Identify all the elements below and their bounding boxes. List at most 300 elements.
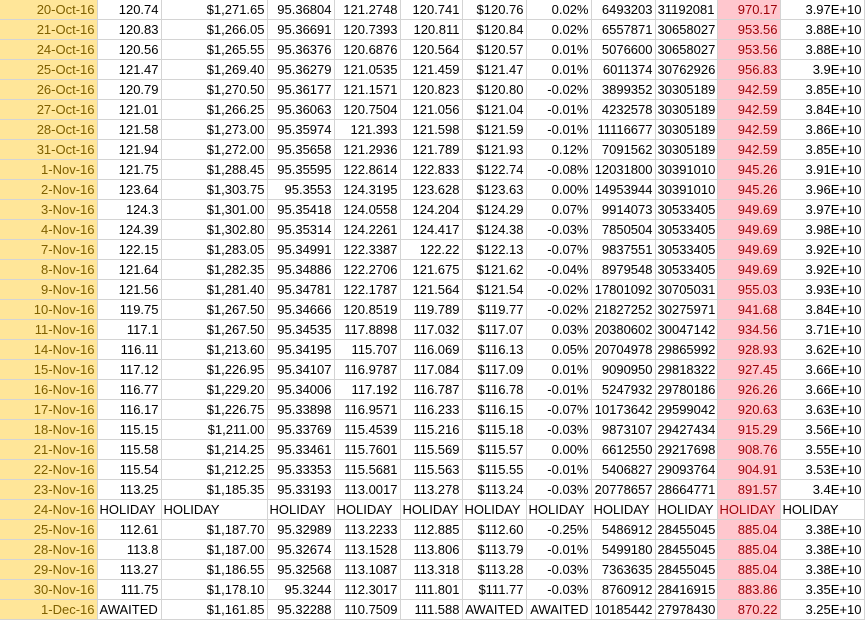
col-e-cell[interactable]: 115.4539 bbox=[334, 420, 400, 440]
col-c-cell[interactable]: $1,283.05 bbox=[161, 240, 267, 260]
col-h-cell[interactable]: 0.00% bbox=[526, 440, 591, 460]
col-b-cell[interactable]: 120.79 bbox=[97, 80, 161, 100]
col-c-cell[interactable]: $1,269.40 bbox=[161, 60, 267, 80]
col-c-cell[interactable]: HOLIDAY bbox=[161, 500, 267, 520]
col-g-cell[interactable]: $121.93 bbox=[462, 140, 526, 160]
col-f-cell[interactable]: 121.459 bbox=[400, 60, 462, 80]
col-k-cell[interactable]: 942.59 bbox=[717, 140, 780, 160]
col-f-cell[interactable]: 121.789 bbox=[400, 140, 462, 160]
col-k-cell[interactable]: 942.59 bbox=[717, 100, 780, 120]
col-b-cell[interactable]: 120.83 bbox=[97, 20, 161, 40]
col-f-cell[interactable]: HOLIDAY bbox=[400, 500, 462, 520]
col-i-cell[interactable]: 21827252 bbox=[591, 300, 655, 320]
col-b-cell[interactable]: 116.77 bbox=[97, 380, 161, 400]
col-c-cell[interactable]: $1,213.60 bbox=[161, 340, 267, 360]
col-i-cell[interactable]: 7363635 bbox=[591, 560, 655, 580]
col-k-cell[interactable]: 955.03 bbox=[717, 280, 780, 300]
col-j-cell[interactable]: 30047142 bbox=[655, 320, 717, 340]
col-j-cell[interactable]: 28416915 bbox=[655, 580, 717, 600]
col-d-cell[interactable]: HOLIDAY bbox=[267, 500, 334, 520]
col-i-cell[interactable]: 6493203 bbox=[591, 0, 655, 20]
col-h-cell[interactable]: 0.03% bbox=[526, 320, 591, 340]
col-l-cell[interactable]: HOLIDAY bbox=[780, 500, 864, 520]
col-d-cell[interactable]: 95.32288 bbox=[267, 600, 334, 620]
col-f-cell[interactable]: 112.885 bbox=[400, 520, 462, 540]
col-h-cell[interactable]: -0.03% bbox=[526, 580, 591, 600]
col-h-cell[interactable]: -0.02% bbox=[526, 80, 591, 100]
col-c-cell[interactable]: $1,211.00 bbox=[161, 420, 267, 440]
col-l-cell[interactable]: 3.85E+10 bbox=[780, 80, 864, 100]
col-d-cell[interactable]: 95.33353 bbox=[267, 460, 334, 480]
col-e-cell[interactable]: 124.3195 bbox=[334, 180, 400, 200]
col-l-cell[interactable]: 3.88E+10 bbox=[780, 40, 864, 60]
col-d-cell[interactable]: 95.34666 bbox=[267, 300, 334, 320]
col-k-cell[interactable]: 870.22 bbox=[717, 600, 780, 620]
date-cell[interactable]: 28-Oct-16 bbox=[0, 120, 97, 140]
col-e-cell[interactable]: 120.8519 bbox=[334, 300, 400, 320]
col-f-cell[interactable]: 120.823 bbox=[400, 80, 462, 100]
col-b-cell[interactable]: 121.56 bbox=[97, 280, 161, 300]
col-f-cell[interactable]: 111.588 bbox=[400, 600, 462, 620]
col-d-cell[interactable]: 95.33193 bbox=[267, 480, 334, 500]
col-h-cell[interactable]: HOLIDAY bbox=[526, 500, 591, 520]
col-j-cell[interactable]: 31192081 bbox=[655, 0, 717, 20]
date-cell[interactable]: 23-Nov-16 bbox=[0, 480, 97, 500]
col-d-cell[interactable]: 95.33769 bbox=[267, 420, 334, 440]
date-cell[interactable]: 24-Oct-16 bbox=[0, 40, 97, 60]
col-e-cell[interactable]: 120.7504 bbox=[334, 100, 400, 120]
date-cell[interactable]: 26-Oct-16 bbox=[0, 80, 97, 100]
col-l-cell[interactable]: 3.56E+10 bbox=[780, 420, 864, 440]
col-k-cell[interactable]: 956.83 bbox=[717, 60, 780, 80]
col-h-cell[interactable]: -0.01% bbox=[526, 460, 591, 480]
col-g-cell[interactable]: $117.07 bbox=[462, 320, 526, 340]
col-i-cell[interactable]: 6612550 bbox=[591, 440, 655, 460]
date-cell[interactable]: 18-Nov-16 bbox=[0, 420, 97, 440]
col-d-cell[interactable]: 95.34195 bbox=[267, 340, 334, 360]
col-d-cell[interactable]: 95.36691 bbox=[267, 20, 334, 40]
col-e-cell[interactable]: HOLIDAY bbox=[334, 500, 400, 520]
col-d-cell[interactable]: 95.36804 bbox=[267, 0, 334, 20]
col-k-cell[interactable]: 945.26 bbox=[717, 180, 780, 200]
col-b-cell[interactable]: 122.15 bbox=[97, 240, 161, 260]
col-k-cell[interactable]: 926.26 bbox=[717, 380, 780, 400]
col-c-cell[interactable]: $1,267.50 bbox=[161, 320, 267, 340]
col-h-cell[interactable]: 0.02% bbox=[526, 20, 591, 40]
date-cell[interactable]: 2-Nov-16 bbox=[0, 180, 97, 200]
col-g-cell[interactable]: $121.62 bbox=[462, 260, 526, 280]
col-d-cell[interactable]: 95.3553 bbox=[267, 180, 334, 200]
col-e-cell[interactable]: 121.0535 bbox=[334, 60, 400, 80]
col-d-cell[interactable]: 95.35974 bbox=[267, 120, 334, 140]
col-b-cell[interactable]: 123.64 bbox=[97, 180, 161, 200]
col-f-cell[interactable]: 121.675 bbox=[400, 260, 462, 280]
col-k-cell[interactable]: 904.91 bbox=[717, 460, 780, 480]
col-j-cell[interactable]: 28455045 bbox=[655, 540, 717, 560]
col-i-cell[interactable]: 9837551 bbox=[591, 240, 655, 260]
col-f-cell[interactable]: 113.278 bbox=[400, 480, 462, 500]
col-e-cell[interactable]: 121.2748 bbox=[334, 0, 400, 20]
col-g-cell[interactable]: $113.28 bbox=[462, 560, 526, 580]
col-d-cell[interactable]: 95.34886 bbox=[267, 260, 334, 280]
col-f-cell[interactable]: 122.22 bbox=[400, 240, 462, 260]
col-h-cell[interactable]: -0.08% bbox=[526, 160, 591, 180]
col-c-cell[interactable]: $1,226.75 bbox=[161, 400, 267, 420]
col-j-cell[interactable]: 30305189 bbox=[655, 80, 717, 100]
col-l-cell[interactable]: 3.38E+10 bbox=[780, 540, 864, 560]
col-l-cell[interactable]: 3.85E+10 bbox=[780, 140, 864, 160]
col-l-cell[interactable]: 3.92E+10 bbox=[780, 240, 864, 260]
col-k-cell[interactable]: 891.57 bbox=[717, 480, 780, 500]
col-k-cell[interactable]: 885.04 bbox=[717, 520, 780, 540]
col-f-cell[interactable]: 113.318 bbox=[400, 560, 462, 580]
col-j-cell[interactable]: 30533405 bbox=[655, 200, 717, 220]
col-c-cell[interactable]: $1,267.50 bbox=[161, 300, 267, 320]
col-g-cell[interactable]: $113.24 bbox=[462, 480, 526, 500]
col-c-cell[interactable]: $1,288.45 bbox=[161, 160, 267, 180]
col-g-cell[interactable]: $117.09 bbox=[462, 360, 526, 380]
col-b-cell[interactable]: 120.74 bbox=[97, 0, 161, 20]
col-c-cell[interactable]: $1,270.50 bbox=[161, 80, 267, 100]
col-g-cell[interactable]: $121.04 bbox=[462, 100, 526, 120]
col-f-cell[interactable]: 111.801 bbox=[400, 580, 462, 600]
col-k-cell[interactable]: 953.56 bbox=[717, 40, 780, 60]
col-c-cell[interactable]: $1,266.25 bbox=[161, 100, 267, 120]
col-k-cell[interactable]: 949.69 bbox=[717, 260, 780, 280]
col-i-cell[interactable]: 11116677 bbox=[591, 120, 655, 140]
col-i-cell[interactable]: 17801092 bbox=[591, 280, 655, 300]
col-g-cell[interactable]: $112.60 bbox=[462, 520, 526, 540]
col-g-cell[interactable]: $121.54 bbox=[462, 280, 526, 300]
col-l-cell[interactable]: 3.96E+10 bbox=[780, 180, 864, 200]
col-h-cell[interactable]: -0.03% bbox=[526, 560, 591, 580]
col-d-cell[interactable]: 95.35418 bbox=[267, 200, 334, 220]
col-e-cell[interactable]: 121.2936 bbox=[334, 140, 400, 160]
col-e-cell[interactable]: 112.3017 bbox=[334, 580, 400, 600]
col-i-cell[interactable]: 9090950 bbox=[591, 360, 655, 380]
date-cell[interactable]: 22-Nov-16 bbox=[0, 460, 97, 480]
col-i-cell[interactable]: 5486912 bbox=[591, 520, 655, 540]
col-i-cell[interactable]: 5247932 bbox=[591, 380, 655, 400]
col-e-cell[interactable]: 120.7393 bbox=[334, 20, 400, 40]
col-j-cell[interactable]: 30762926 bbox=[655, 60, 717, 80]
col-k-cell[interactable]: 883.86 bbox=[717, 580, 780, 600]
col-c-cell[interactable]: $1,271.65 bbox=[161, 0, 267, 20]
col-e-cell[interactable]: 117.192 bbox=[334, 380, 400, 400]
col-g-cell[interactable]: $111.77 bbox=[462, 580, 526, 600]
col-e-cell[interactable]: 124.0558 bbox=[334, 200, 400, 220]
col-g-cell[interactable]: $120.57 bbox=[462, 40, 526, 60]
col-j-cell[interactable]: 29780186 bbox=[655, 380, 717, 400]
col-f-cell[interactable]: 117.084 bbox=[400, 360, 462, 380]
col-b-cell[interactable]: 113.8 bbox=[97, 540, 161, 560]
col-j-cell[interactable]: 30305189 bbox=[655, 120, 717, 140]
date-cell[interactable]: 31-Oct-16 bbox=[0, 140, 97, 160]
col-g-cell[interactable]: $123.63 bbox=[462, 180, 526, 200]
col-g-cell[interactable]: $121.47 bbox=[462, 60, 526, 80]
col-j-cell[interactable]: 27978430 bbox=[655, 600, 717, 620]
col-i-cell[interactable]: 6557871 bbox=[591, 20, 655, 40]
col-e-cell[interactable]: 115.707 bbox=[334, 340, 400, 360]
col-k-cell[interactable]: 934.56 bbox=[717, 320, 780, 340]
col-g-cell[interactable]: $120.76 bbox=[462, 0, 526, 20]
col-f-cell[interactable]: 116.787 bbox=[400, 380, 462, 400]
col-f-cell[interactable]: 123.628 bbox=[400, 180, 462, 200]
col-j-cell[interactable]: 29818322 bbox=[655, 360, 717, 380]
col-d-cell[interactable]: 95.35314 bbox=[267, 220, 334, 240]
col-d-cell[interactable]: 95.36063 bbox=[267, 100, 334, 120]
col-k-cell[interactable]: 949.69 bbox=[717, 240, 780, 260]
col-h-cell[interactable]: -0.03% bbox=[526, 220, 591, 240]
col-j-cell[interactable]: 29093764 bbox=[655, 460, 717, 480]
col-b-cell[interactable]: HOLIDAY bbox=[97, 500, 161, 520]
col-g-cell[interactable]: $121.59 bbox=[462, 120, 526, 140]
col-i-cell[interactable]: HOLIDAY bbox=[591, 500, 655, 520]
col-j-cell[interactable]: 29865992 bbox=[655, 340, 717, 360]
col-l-cell[interactable]: 3.92E+10 bbox=[780, 260, 864, 280]
col-j-cell[interactable]: 29427434 bbox=[655, 420, 717, 440]
col-g-cell[interactable]: $124.29 bbox=[462, 200, 526, 220]
col-h-cell[interactable]: 0.01% bbox=[526, 60, 591, 80]
col-f-cell[interactable]: 115.216 bbox=[400, 420, 462, 440]
date-cell[interactable]: 21-Nov-16 bbox=[0, 440, 97, 460]
col-c-cell[interactable]: $1,281.40 bbox=[161, 280, 267, 300]
col-b-cell[interactable]: 121.58 bbox=[97, 120, 161, 140]
col-b-cell[interactable]: 116.17 bbox=[97, 400, 161, 420]
date-cell[interactable]: 7-Nov-16 bbox=[0, 240, 97, 260]
col-c-cell[interactable]: $1,302.80 bbox=[161, 220, 267, 240]
col-i-cell[interactable]: 20778657 bbox=[591, 480, 655, 500]
date-cell[interactable]: 8-Nov-16 bbox=[0, 260, 97, 280]
col-h-cell[interactable]: -0.07% bbox=[526, 240, 591, 260]
col-h-cell[interactable]: -0.01% bbox=[526, 120, 591, 140]
col-d-cell[interactable]: 95.34535 bbox=[267, 320, 334, 340]
col-e-cell[interactable]: 124.2261 bbox=[334, 220, 400, 240]
col-e-cell[interactable]: 113.1528 bbox=[334, 540, 400, 560]
col-h-cell[interactable]: 0.01% bbox=[526, 360, 591, 380]
col-k-cell[interactable]: HOLIDAY bbox=[717, 500, 780, 520]
col-f-cell[interactable]: 124.204 bbox=[400, 200, 462, 220]
date-cell[interactable]: 28-Nov-16 bbox=[0, 540, 97, 560]
col-i-cell[interactable]: 4232578 bbox=[591, 100, 655, 120]
date-cell[interactable]: 3-Nov-16 bbox=[0, 200, 97, 220]
date-cell[interactable]: 30-Nov-16 bbox=[0, 580, 97, 600]
col-c-cell[interactable]: $1,266.05 bbox=[161, 20, 267, 40]
col-b-cell[interactable]: 111.75 bbox=[97, 580, 161, 600]
col-c-cell[interactable]: $1,212.25 bbox=[161, 460, 267, 480]
col-h-cell[interactable]: 0.07% bbox=[526, 200, 591, 220]
col-b-cell[interactable]: 121.94 bbox=[97, 140, 161, 160]
col-l-cell[interactable]: 3.84E+10 bbox=[780, 100, 864, 120]
col-k-cell[interactable]: 920.63 bbox=[717, 400, 780, 420]
col-i-cell[interactable]: 5076600 bbox=[591, 40, 655, 60]
col-b-cell[interactable]: 117.12 bbox=[97, 360, 161, 380]
col-g-cell[interactable]: $113.79 bbox=[462, 540, 526, 560]
col-i-cell[interactable]: 9873107 bbox=[591, 420, 655, 440]
col-g-cell[interactable]: $116.13 bbox=[462, 340, 526, 360]
col-h-cell[interactable]: -0.07% bbox=[526, 400, 591, 420]
col-g-cell[interactable]: $115.55 bbox=[462, 460, 526, 480]
col-j-cell[interactable]: 30533405 bbox=[655, 220, 717, 240]
col-c-cell[interactable]: $1,185.35 bbox=[161, 480, 267, 500]
col-e-cell[interactable]: 121.393 bbox=[334, 120, 400, 140]
col-j-cell[interactable]: 28664771 bbox=[655, 480, 717, 500]
col-k-cell[interactable]: 941.68 bbox=[717, 300, 780, 320]
col-k-cell[interactable]: 927.45 bbox=[717, 360, 780, 380]
col-h-cell[interactable]: 0.01% bbox=[526, 40, 591, 60]
col-j-cell[interactable]: 29599042 bbox=[655, 400, 717, 420]
col-f-cell[interactable]: 113.806 bbox=[400, 540, 462, 560]
col-d-cell[interactable]: 95.32989 bbox=[267, 520, 334, 540]
col-l-cell[interactable]: 3.97E+10 bbox=[780, 200, 864, 220]
col-f-cell[interactable]: 124.417 bbox=[400, 220, 462, 240]
col-h-cell[interactable]: 0.00% bbox=[526, 180, 591, 200]
date-cell[interactable]: 11-Nov-16 bbox=[0, 320, 97, 340]
col-e-cell[interactable]: 113.2233 bbox=[334, 520, 400, 540]
col-j-cell[interactable]: 30305189 bbox=[655, 100, 717, 120]
col-c-cell[interactable]: $1,301.00 bbox=[161, 200, 267, 220]
col-g-cell[interactable]: $115.18 bbox=[462, 420, 526, 440]
col-k-cell[interactable]: 949.69 bbox=[717, 200, 780, 220]
col-e-cell[interactable]: 113.0017 bbox=[334, 480, 400, 500]
col-e-cell[interactable]: 122.2706 bbox=[334, 260, 400, 280]
col-j-cell[interactable]: 29217698 bbox=[655, 440, 717, 460]
date-cell[interactable]: 29-Nov-16 bbox=[0, 560, 97, 580]
col-b-cell[interactable]: 113.25 bbox=[97, 480, 161, 500]
col-c-cell[interactable]: $1,187.00 bbox=[161, 540, 267, 560]
col-d-cell[interactable]: 95.35658 bbox=[267, 140, 334, 160]
col-c-cell[interactable]: $1,272.00 bbox=[161, 140, 267, 160]
col-d-cell[interactable]: 95.36376 bbox=[267, 40, 334, 60]
col-i-cell[interactable]: 5406827 bbox=[591, 460, 655, 480]
col-l-cell[interactable]: 3.53E+10 bbox=[780, 460, 864, 480]
col-b-cell[interactable]: 112.61 bbox=[97, 520, 161, 540]
col-h-cell[interactable]: -0.25% bbox=[526, 520, 591, 540]
col-c-cell[interactable]: $1,226.95 bbox=[161, 360, 267, 380]
col-l-cell[interactable]: 3.62E+10 bbox=[780, 340, 864, 360]
col-l-cell[interactable]: 3.38E+10 bbox=[780, 560, 864, 580]
col-h-cell[interactable]: -0.04% bbox=[526, 260, 591, 280]
date-cell[interactable]: 1-Dec-16 bbox=[0, 600, 97, 620]
col-b-cell[interactable]: 113.27 bbox=[97, 560, 161, 580]
col-g-cell[interactable]: $119.77 bbox=[462, 300, 526, 320]
date-cell[interactable]: 4-Nov-16 bbox=[0, 220, 97, 240]
col-l-cell[interactable]: 3.35E+10 bbox=[780, 580, 864, 600]
date-cell[interactable]: 17-Nov-16 bbox=[0, 400, 97, 420]
col-e-cell[interactable]: 122.3387 bbox=[334, 240, 400, 260]
col-l-cell[interactable]: 3.86E+10 bbox=[780, 120, 864, 140]
col-i-cell[interactable]: 3899352 bbox=[591, 80, 655, 100]
col-f-cell[interactable]: 121.598 bbox=[400, 120, 462, 140]
col-l-cell[interactable]: 3.88E+10 bbox=[780, 20, 864, 40]
col-j-cell[interactable]: 30275971 bbox=[655, 300, 717, 320]
col-k-cell[interactable]: 915.29 bbox=[717, 420, 780, 440]
col-e-cell[interactable]: 120.6876 bbox=[334, 40, 400, 60]
col-d-cell[interactable]: 95.34006 bbox=[267, 380, 334, 400]
col-b-cell[interactable]: 116.11 bbox=[97, 340, 161, 360]
col-k-cell[interactable]: 928.93 bbox=[717, 340, 780, 360]
col-g-cell[interactable]: $115.57 bbox=[462, 440, 526, 460]
col-j-cell[interactable]: 30705031 bbox=[655, 280, 717, 300]
col-l-cell[interactable]: 3.93E+10 bbox=[780, 280, 864, 300]
col-d-cell[interactable]: 95.34107 bbox=[267, 360, 334, 380]
col-k-cell[interactable]: 942.59 bbox=[717, 80, 780, 100]
col-i-cell[interactable]: 8760912 bbox=[591, 580, 655, 600]
col-l-cell[interactable]: 3.66E+10 bbox=[780, 380, 864, 400]
col-c-cell[interactable]: $1,229.20 bbox=[161, 380, 267, 400]
date-cell[interactable]: 25-Nov-16 bbox=[0, 520, 97, 540]
col-d-cell[interactable]: 95.36177 bbox=[267, 80, 334, 100]
col-k-cell[interactable]: 970.17 bbox=[717, 0, 780, 20]
col-h-cell[interactable]: 0.05% bbox=[526, 340, 591, 360]
col-f-cell[interactable]: 120.811 bbox=[400, 20, 462, 40]
col-e-cell[interactable]: 110.7509 bbox=[334, 600, 400, 620]
col-i-cell[interactable]: 9914073 bbox=[591, 200, 655, 220]
col-k-cell[interactable]: 885.04 bbox=[717, 540, 780, 560]
col-h-cell[interactable]: -0.02% bbox=[526, 300, 591, 320]
col-h-cell[interactable]: -0.01% bbox=[526, 380, 591, 400]
col-d-cell[interactable]: 95.33461 bbox=[267, 440, 334, 460]
col-b-cell[interactable]: 124.39 bbox=[97, 220, 161, 240]
col-k-cell[interactable]: 953.56 bbox=[717, 20, 780, 40]
col-h-cell[interactable]: -0.03% bbox=[526, 420, 591, 440]
col-e-cell[interactable]: 116.9787 bbox=[334, 360, 400, 380]
col-c-cell[interactable]: $1,282.35 bbox=[161, 260, 267, 280]
col-l-cell[interactable]: 3.25E+10 bbox=[780, 600, 864, 620]
col-l-cell[interactable]: 3.38E+10 bbox=[780, 520, 864, 540]
col-c-cell[interactable]: $1,186.55 bbox=[161, 560, 267, 580]
col-g-cell[interactable]: $120.84 bbox=[462, 20, 526, 40]
col-b-cell[interactable]: 115.54 bbox=[97, 460, 161, 480]
col-l-cell[interactable]: 3.66E+10 bbox=[780, 360, 864, 380]
col-h-cell[interactable]: AWAITED bbox=[526, 600, 591, 620]
col-f-cell[interactable]: 120.741 bbox=[400, 0, 462, 20]
col-e-cell[interactable]: 121.1571 bbox=[334, 80, 400, 100]
date-cell[interactable]: 9-Nov-16 bbox=[0, 280, 97, 300]
col-f-cell[interactable]: 120.564 bbox=[400, 40, 462, 60]
col-c-cell[interactable]: $1,214.25 bbox=[161, 440, 267, 460]
col-g-cell[interactable]: HOLIDAY bbox=[462, 500, 526, 520]
col-d-cell[interactable]: 95.33898 bbox=[267, 400, 334, 420]
col-g-cell[interactable]: $116.78 bbox=[462, 380, 526, 400]
col-c-cell[interactable]: $1,303.75 bbox=[161, 180, 267, 200]
col-c-cell[interactable]: $1,161.85 bbox=[161, 600, 267, 620]
col-d-cell[interactable]: 95.32674 bbox=[267, 540, 334, 560]
col-b-cell[interactable]: 115.15 bbox=[97, 420, 161, 440]
date-cell[interactable]: 15-Nov-16 bbox=[0, 360, 97, 380]
col-i-cell[interactable]: 10185442 bbox=[591, 600, 655, 620]
col-l-cell[interactable]: 3.71E+10 bbox=[780, 320, 864, 340]
col-i-cell[interactable]: 8979548 bbox=[591, 260, 655, 280]
date-cell[interactable]: 16-Nov-16 bbox=[0, 380, 97, 400]
col-j-cell[interactable]: 30305189 bbox=[655, 140, 717, 160]
col-k-cell[interactable]: 885.04 bbox=[717, 560, 780, 580]
col-j-cell[interactable]: 28455045 bbox=[655, 520, 717, 540]
col-e-cell[interactable]: 115.7601 bbox=[334, 440, 400, 460]
col-b-cell[interactable]: 120.56 bbox=[97, 40, 161, 60]
col-e-cell[interactable]: 115.5681 bbox=[334, 460, 400, 480]
col-e-cell[interactable]: 116.9571 bbox=[334, 400, 400, 420]
col-l-cell[interactable]: 3.4E+10 bbox=[780, 480, 864, 500]
col-j-cell[interactable]: 28455045 bbox=[655, 560, 717, 580]
col-b-cell[interactable]: 115.58 bbox=[97, 440, 161, 460]
col-d-cell[interactable]: 95.32568 bbox=[267, 560, 334, 580]
col-e-cell[interactable]: 122.8614 bbox=[334, 160, 400, 180]
col-f-cell[interactable]: 121.056 bbox=[400, 100, 462, 120]
date-cell[interactable]: 14-Nov-16 bbox=[0, 340, 97, 360]
date-cell[interactable]: 1-Nov-16 bbox=[0, 160, 97, 180]
col-j-cell[interactable]: 30533405 bbox=[655, 240, 717, 260]
